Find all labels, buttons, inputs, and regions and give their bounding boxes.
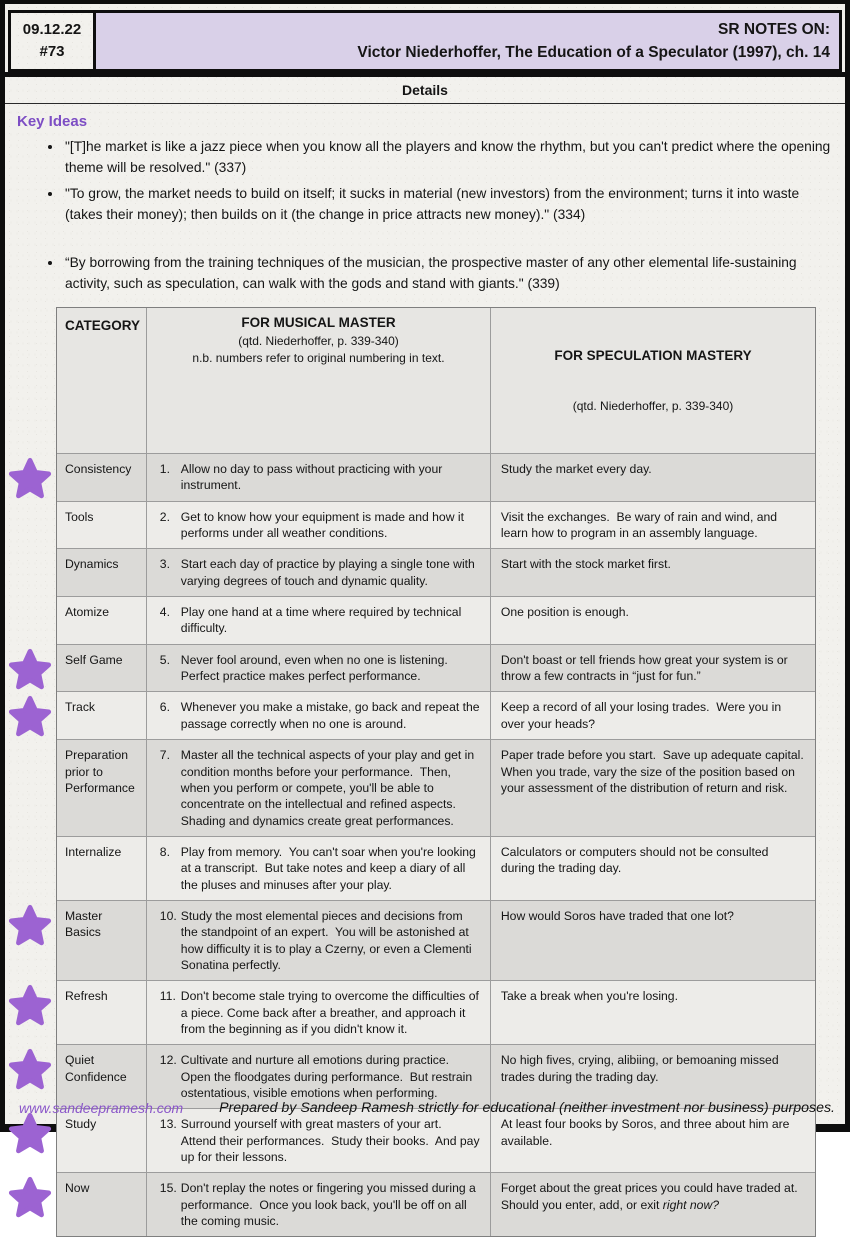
footer bbox=[5, 1100, 845, 1116]
musical-text: Allow no day to pass without practicing with your instrument. bbox=[180, 462, 446, 493]
musical-text: Don't become stale trying to overcome the difficulties of a piece. Come back after a breather, and approach it from the beginning as if you didn't know it. bbox=[180, 989, 483, 1036]
rule-number: 11. bbox=[159, 989, 176, 1004]
table-row bbox=[57, 1108, 815, 1172]
musical-text: Play one hand at a time where required by technical difficulty. bbox=[180, 605, 465, 636]
key-ideas-heading: Key Ideas bbox=[17, 113, 88, 130]
rule-number: 12. bbox=[159, 1053, 177, 1068]
speculation-cell: One position is enough. bbox=[500, 605, 629, 620]
category-header: CATEGORY bbox=[57, 308, 147, 453]
table-row bbox=[57, 596, 815, 644]
musical-cell bbox=[147, 1173, 491, 1236]
table-row bbox=[57, 548, 815, 596]
musical-cell bbox=[147, 454, 491, 501]
musical-cell bbox=[147, 740, 491, 836]
details-label: Details bbox=[402, 82, 448, 98]
table-row bbox=[57, 501, 815, 549]
rule-number: 4. bbox=[159, 605, 170, 620]
category-cell: Self Game bbox=[57, 645, 147, 692]
book-title: Victor Niederhoffer, The Education of a Speculator (1997), ch. 14 bbox=[357, 44, 830, 61]
speculation-cell bbox=[491, 1173, 815, 1236]
table-header-row bbox=[57, 308, 815, 453]
musical-header-title: FOR MUSICAL MASTER bbox=[241, 314, 396, 330]
musical-text: Never fool around, even when no one is listening. Perfect practice makes perfect performance. bbox=[180, 652, 455, 684]
rule-number: 8. bbox=[159, 844, 170, 859]
rule-number: 10. bbox=[159, 908, 177, 923]
table-row bbox=[57, 836, 815, 900]
speculation-emphasis: right now? bbox=[662, 1197, 720, 1212]
rule-number: 15. bbox=[159, 1181, 177, 1196]
star-icon bbox=[7, 984, 53, 1028]
table-row bbox=[57, 980, 815, 1044]
key-ideas-section bbox=[17, 113, 831, 295]
category-cell: Study bbox=[57, 1109, 147, 1172]
category-cell: Now bbox=[57, 1173, 147, 1236]
musical-cell bbox=[147, 597, 491, 644]
speculation-cell: How would Soros have traded that one lot? bbox=[500, 908, 734, 923]
speculation-cell: Take a break when you're losing. bbox=[500, 989, 678, 1004]
rule-number: 5. bbox=[159, 652, 170, 667]
details-bar bbox=[5, 77, 845, 104]
musical-cell bbox=[147, 645, 491, 692]
table-row bbox=[57, 900, 815, 980]
speculation-cell: Calculators or computers should not be consulted during the trading day. bbox=[500, 844, 772, 876]
website-link[interactable]: www.sandeepramesh.com bbox=[19, 1100, 184, 1116]
speculation-cell: Keep a record of all your losing trades. Were you in over your heads? bbox=[500, 700, 785, 731]
speculation-cell: Paper trade before you start. Save up adequate capital. When you trade, vary the size of the position based on your assessment of the distribution of return and risk. bbox=[500, 748, 811, 795]
rule-number: 7. bbox=[159, 748, 170, 763]
musical-cell bbox=[147, 1045, 491, 1108]
note-date: 09.12.22 bbox=[22, 20, 82, 38]
speculation-cell: Study the market every day. bbox=[500, 462, 652, 477]
title-box bbox=[96, 10, 842, 72]
musical-text: Get to know how your equipment is made and how it performs under all weather conditions. bbox=[180, 509, 468, 541]
musical-header-citation: (qtd. Niederhoffer, p. 339-340) bbox=[238, 333, 399, 348]
category-cell: Consistency bbox=[57, 454, 147, 501]
star-icon bbox=[7, 695, 53, 739]
speculation-cell: No high fives, crying, alibiing, or bemoaning missed trades during the trading day. bbox=[500, 1053, 782, 1084]
category-cell: Tools bbox=[57, 502, 147, 549]
musical-cell bbox=[147, 502, 491, 549]
category-cell: Preparation prior to Performance bbox=[57, 740, 147, 836]
speculation-cell: Don't boast or tell friends how great your system is or throw a few contracts in “just for fun.” bbox=[500, 652, 792, 684]
musical-cell bbox=[147, 549, 491, 596]
speculation-header-title: FOR SPECULATION MASTERY bbox=[554, 347, 752, 363]
musical-text: Study the most elemental pieces and decisions from the standpoint of an expert. You will be astonished at how difficulty it is to play a Czerny, or even a Clementi Sonatina perfectly. bbox=[180, 908, 476, 972]
date-issue-box bbox=[8, 10, 96, 72]
category-cell: Quiet Confidence bbox=[57, 1045, 147, 1108]
musical-cell bbox=[147, 1109, 491, 1172]
speculation-text: Forget about the great prices you could have traded at. Should you enter, add, or exit bbox=[500, 1181, 805, 1212]
star-icon bbox=[7, 648, 53, 692]
key-idea-quote: • “By borrowing from the training techniques of the musician, the prospective master of any other elemental life-sustaining activity, such as speculation, can walk with the gods and stand with giants." (339) bbox=[63, 253, 831, 295]
musical-text: Play from memory. You can't soar when you're looking at a transcript. But take notes and keep a diary of all the pluses and minuses after your play. bbox=[180, 844, 480, 892]
category-cell: Internalize bbox=[57, 837, 147, 900]
musical-cell bbox=[147, 837, 491, 900]
rule-number: 6. bbox=[159, 700, 170, 715]
category-cell: Dynamics bbox=[57, 549, 147, 596]
star-icon bbox=[7, 1048, 53, 1092]
category-cell: Master Basics bbox=[57, 901, 147, 980]
key-ideas-list bbox=[17, 137, 831, 295]
rule-number: 13. bbox=[159, 1117, 177, 1132]
musical-text: Start each day of practice by playing a single tone with varying degrees of touch and dynamic quality. bbox=[180, 557, 479, 588]
musical-cell bbox=[147, 981, 491, 1044]
star-icon bbox=[7, 1176, 53, 1220]
rule-number: 3. bbox=[159, 557, 170, 572]
speculation-cell: At least four books by Soros, and three about him are available. bbox=[500, 1117, 793, 1148]
disclaimer-text: Prepared by Sandeep Ramesh strictly for educational (neither investment nor business) purposes. bbox=[219, 1100, 835, 1116]
table-row bbox=[57, 1172, 815, 1236]
category-cell: Track bbox=[57, 692, 147, 739]
speculation-header bbox=[491, 308, 815, 453]
series-label: SR NOTES ON: bbox=[718, 20, 830, 38]
musical-cell bbox=[147, 901, 491, 980]
musical-header bbox=[147, 308, 491, 453]
key-idea-quote: • "[T]he market is like a jazz piece when you know all the players and know the rhythm, but you can't predict where the opening theme will be resolved." (337) bbox=[63, 137, 831, 179]
header bbox=[8, 10, 842, 72]
musical-cell bbox=[147, 692, 491, 739]
table-row bbox=[57, 644, 815, 692]
category-cell: Refresh bbox=[57, 981, 147, 1044]
comparison-table bbox=[56, 307, 816, 1237]
speculation-cell: Visit the exchanges. Be wary of rain and wind, and learn how to program in an assembly language. bbox=[500, 509, 781, 541]
musical-text: Don't replay the notes or fingering you missed during a performance. Once you look back, you'll be off on all the coming music. bbox=[180, 1181, 480, 1229]
star-icon bbox=[7, 1112, 53, 1156]
musical-text: Cultivate and nurture all emotions during practice. Open the floodgates during performance. But restrain ostentatious, visible emotions when performing. bbox=[180, 1053, 476, 1100]
musical-text: Surround yourself with great masters of your art. Attend their performances. Study their books. And pay up for their lessons. bbox=[180, 1117, 483, 1165]
musical-header-note: n.b. numbers refer to original numbering in text. bbox=[192, 350, 445, 365]
speculation-header-citation: (qtd. Niederhoffer, p. 339-340) bbox=[572, 399, 734, 414]
speculation-cell: Start with the stock market first. bbox=[500, 557, 671, 572]
rule-number: 1. bbox=[159, 462, 170, 477]
musical-text: Master all the technical aspects of your play and get in condition months before your performance. Then, when you perform or compete, you'll be able to concentrate on the intellectual and refined aspects. Shading and dynamics create great performances. bbox=[180, 748, 478, 828]
musical-text: Whenever you make a mistake, go back and repeat the passage correctly when no one is around. bbox=[180, 700, 483, 731]
star-icon bbox=[7, 457, 53, 501]
rule-number: 2. bbox=[159, 509, 170, 524]
table-row bbox=[57, 453, 815, 501]
key-idea-quote: • "To grow, the market needs to build on itself; it sucks in material (new investors) from the environment; turns it into waste (takes their money); then builds on it (the change in price attracts new money)." (334) bbox=[63, 184, 831, 226]
note-issue-number: #73 bbox=[39, 43, 65, 60]
star-icon bbox=[7, 904, 53, 948]
category-cell: Atomize bbox=[57, 597, 147, 644]
table-row bbox=[57, 1044, 815, 1108]
table-row bbox=[57, 739, 815, 836]
table-row bbox=[57, 691, 815, 739]
